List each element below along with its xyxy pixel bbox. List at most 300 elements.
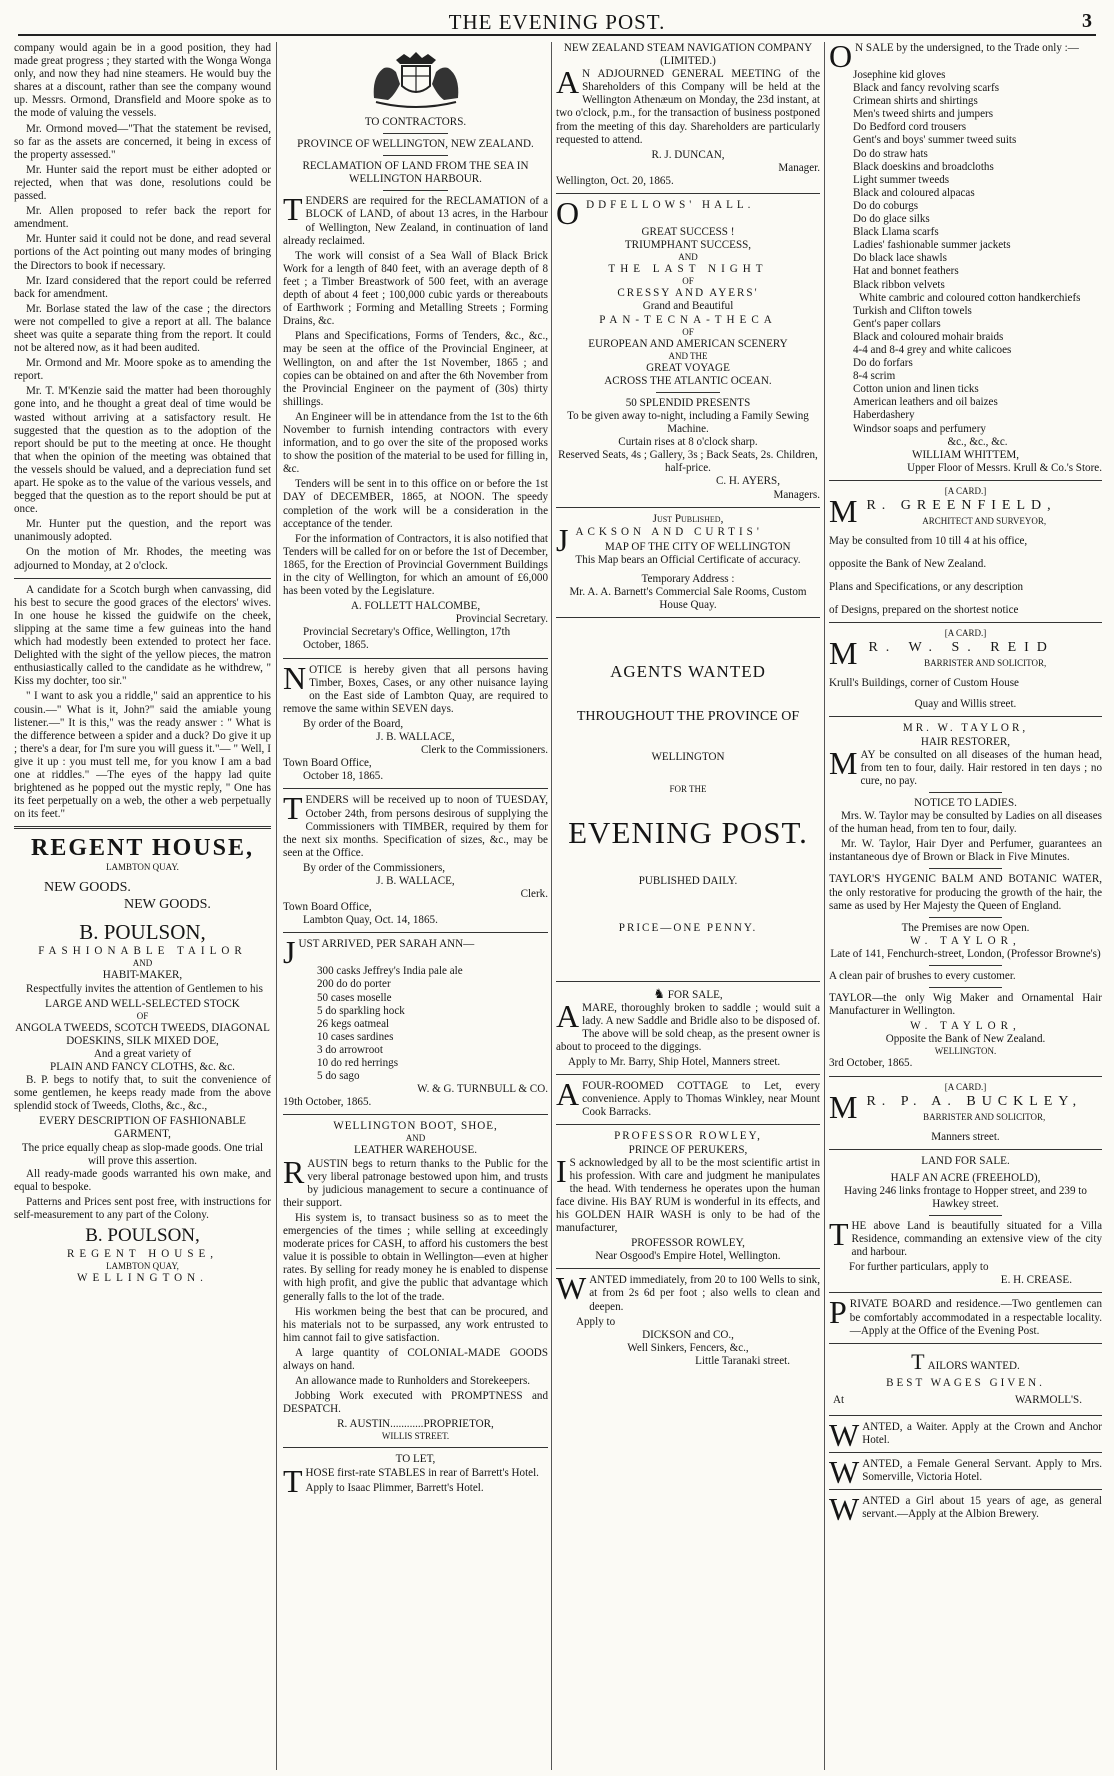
divider [283, 658, 548, 659]
mare-sale-ad [556, 987, 820, 1070]
ad-line: Curtain rises at 8 o'clock sharp. [618, 436, 758, 449]
ad-paragraph: Plans and Specifications, Forms of Tenders, &c., &c., may be seen at the office of the Provincial Engineer, at Wellington, on and after the 1st November, 1865 ; and copies can be obtained on and after the 6th November from the Provincial Engineer on the payment of (30s) thirty shillings. [283, 330, 548, 408]
ad-line: OF [682, 276, 694, 287]
ad-line: CRESSY AND AYERS' [617, 287, 759, 300]
drop-cap: W [829, 1491, 860, 1528]
ad-line: Upper Floor of Messrs. Krull & Co.'s Store. [907, 461, 1102, 474]
list-item: 50 cases moselle [317, 991, 392, 1004]
list-item: 200 do do porter [317, 978, 391, 991]
ad-line: This Map bears an Official Certificate of accuracy. [575, 553, 801, 566]
ad-line: Grand and Beautiful [642, 300, 734, 313]
ad-paragraph: Respectfully invites the attention of Gentlemen to his [26, 982, 263, 995]
ad-heading: AILORS WANTED. [927, 1359, 1020, 1372]
drop-cap: J [556, 521, 573, 558]
list-item: Do do coburgs [853, 199, 919, 212]
divider [556, 981, 820, 982]
report-paragraph: On the motion of Mr. Rhodes, the meeting was adjourned to Monday, at 2 o'clock. [14, 546, 271, 572]
ad-line: The price equally cheap as slop-made goods. One trial will prove this assertion. [21, 1141, 264, 1167]
land-sale-ad [829, 1155, 1102, 1288]
ad-heading: MR. W. TAYLOR, [902, 722, 1029, 735]
ad-paragraph: ANTED immediately, from 20 to 100 Wells to sink, at from 2s 6d per foot ; also wells to clean and deepen. [589, 1274, 820, 1313]
ad-line: Near Osgood's Empire Hotel, Wellington. [595, 1250, 781, 1263]
ad-paragraph: His workmen being the best that can be procured, and his materials not to be surpassed, any work entrusted to him cannot fail to give satisfaction. [283, 1305, 548, 1344]
ad-line: ANGOLA TWEEDS, SCOTCH TWEEDS, DIAGONAL DOESKINS, SILK MIXED DOE, [15, 1021, 270, 1047]
report-paragraph: Mr. T. M'Kenzie said the matter had been thoroughly gone into, and he thought a great deal of time would be wasted without arriving at a satisfactory result. He suggested that the question as to the adoption of the report should be put to the meeting at once. He thought that when the opinion of the meeting was obtained that the vessels should be valued, and a depreciation fund set apart. He spoke as to the value of the various vessels, and begged that the question as to the report should be put at once. [14, 385, 271, 516]
ad-line: Mr. A. A. Barnett's Commercial Sale Rooms, Custom House Quay. [569, 586, 807, 612]
ad-line: REGENT HOUSE, [66, 1248, 219, 1261]
divider [829, 1076, 1102, 1077]
ad-line: Wellington, Oct. 20, 1865. [556, 174, 674, 187]
ad-heading: LAND FOR SALE. [921, 1154, 1010, 1167]
list-item: 10 cases sardines [317, 1030, 394, 1043]
ad-line: Apply to [576, 1315, 616, 1328]
ad-line: MAP OF THE CITY OF WELLINGTON [604, 540, 791, 553]
ad-paragraph: ANTED a Girl about 15 years of age, as general servant.—Apply at the Albion Brewery. [862, 1495, 1102, 1521]
list-item: Crimean shirts and shirtings [853, 95, 978, 108]
steam-navigation-ad [556, 42, 820, 188]
ad-line: Plans and Specifications, or any description [829, 581, 1024, 594]
ad-line: BARRISTER AND SOLICITOR, [924, 658, 1047, 669]
ad-paragraph: OTICE is hereby given that all persons having Timber, Boxes, Cases, or any other nuisance laying on the East side of Lambton Quay, are required to remove the same within SEVEN days. [283, 663, 548, 715]
report-paragraph: Mr. Hunter said it could not be done, and read several portions of the Act pointing out many modes of bringing the Directors to book if necessary. [14, 233, 271, 272]
ad-paragraph: N SALE by the undersigned, to the Trade only :— [855, 42, 1079, 54]
ad-heading: R. GREENFIELD, [866, 497, 1057, 513]
column-2 [283, 42, 548, 1767]
drop-cap: T [283, 1462, 303, 1499]
divider [829, 1415, 1102, 1416]
list-item: Josephine kid gloves [853, 69, 946, 81]
ad-line: Provincial Secretary's Office, Wellington, 17th October, 1865. [303, 626, 511, 652]
ad-heading: UST ARRIVED, PER SARAH ANN— [298, 938, 475, 951]
ad-line: By order of the Board, [303, 717, 404, 730]
ad-paragraph: An Engineer will be in attendance from the 1st to the 6th November to furnish intending contractors with every information, and to go over the site of the proposed works to show the position of the material to be used for filling in, &c. [283, 410, 548, 476]
ad-paragraph: TAYLOR—the only Wig Maker and Ornamental Hair Manufacturer in Wellington. [829, 992, 1102, 1018]
tenders-ad [283, 790, 548, 927]
column-3 [556, 42, 820, 1767]
ad-line: May be consulted from 10 till 4 at his office, [829, 534, 1028, 547]
divider [556, 193, 820, 194]
tailors-wanted-ad [829, 1349, 1102, 1410]
horse-icon: ♞ [653, 985, 665, 1001]
ad-paragraph: TAYLOR'S HYGENIC BALM AND BOTANIC WATER, the only restorative for producing the growth of the hair, the same as used by Her Majesty the Queen of England. [829, 873, 1102, 912]
drop-cap: M [829, 744, 858, 781]
ad-line: TRIUMPHANT SUCCESS, [624, 239, 752, 252]
ad-line: of Designs, prepared on the shortest notice [829, 604, 1019, 617]
ad-paragraph: An allowance made to Runholders and Storekeepers. [295, 1375, 531, 1388]
ad-heading: WELLINGTON BOOT, SHOE, [333, 1120, 498, 1133]
ad-line: October 18, 1865. [303, 770, 384, 783]
ad-line: Quay and Willis street. [914, 698, 1017, 711]
report-paragraph: Mr. Borlase stated the law of the case ; the directors were not compelled to give a report at all. The balance sheet was quite a separate thing from the report. It could not be altered now, as it had been audited. [14, 302, 271, 355]
ad-line: LARGE AND WELL-SELECTED STOCK [45, 997, 240, 1010]
oddfellows-ad [556, 195, 820, 502]
list-item: 10 do red herrings [317, 1057, 399, 1069]
cottage-ad [556, 1076, 820, 1119]
ad-signature: R. J. DUNCAN, [651, 148, 725, 161]
ad-line: OF [136, 1010, 149, 1021]
ad-heading: R. P. A. BUCKLEY, [866, 1093, 1083, 1109]
ad-line: THE LAST NIGHT [608, 263, 768, 276]
ad-heading: NOTICE TO LADIES. [914, 796, 1017, 809]
list-item: 300 casks Jeffrey's India pale ale [317, 965, 463, 978]
ad-line: BARRISTER AND SOLICITOR, [923, 1111, 1046, 1122]
report-paragraph: Mr. Hunter put the question, and the report was unanimously adopted. [14, 518, 271, 544]
ad-paragraph: Apply to Mr. Barry, Ship Hotel, Manners street. [568, 1056, 781, 1069]
tolet-ad [283, 1453, 548, 1499]
drop-cap: M [829, 1088, 864, 1125]
ad-signature: PROFESSOR ROWLEY, [631, 1237, 745, 1250]
divider [14, 826, 271, 829]
ad-line: Manners street. [931, 1130, 1000, 1143]
list-item: Hat and bonnet feathers [853, 265, 959, 278]
list-item: Haberdashery [853, 409, 915, 422]
page-number: 3 [1082, 10, 1092, 32]
ad-line: PLAIN AND FANCY CLOTHS, &c. &c. [50, 1061, 235, 1073]
divider [929, 965, 1002, 966]
ad-line: Town Board Office, [283, 757, 372, 770]
ad-location: LAMBTON QUAY. [106, 862, 179, 873]
ad-line: LAMBTON QUAY, [106, 1261, 179, 1272]
divider [383, 133, 448, 134]
divider [829, 1452, 1102, 1453]
ad-signature: W. TAYLOR, [910, 934, 1021, 947]
card-label: [A CARD.] [944, 485, 987, 496]
ad-paragraph: MARE, thoroughly broken to saddle ; would suit a lady. A new Saddle and Bridle also to be disposed of. The above will be sold cheap, as the present owner is about to proceed to the diggings. [556, 1001, 820, 1053]
divider [929, 1215, 1002, 1216]
ad-line: LEATHER WAREHOUSE. [353, 1144, 478, 1157]
drop-cap: M [829, 492, 864, 529]
whittem-ad [829, 42, 1102, 475]
ad-line: NEW GOODS. [124, 897, 211, 913]
wells-ad [556, 1270, 820, 1368]
divider [929, 792, 1002, 793]
divider [929, 868, 1002, 869]
list-item: Do do forfars [853, 357, 913, 370]
ad-signature: DICKSON and CO., [642, 1328, 734, 1341]
list-item: 5 do sago [317, 1070, 360, 1083]
anecdote-paragraph: " I want to ask you a riddle," said an apprentice to his cousin.—" What is it, John?" said the amiable young listener.—" It is this," was the ready answer : " What is the difference between a spider and a duck? Do give it up ; there's a dear, for I'm sure you will guess it."— " Well, I give it up : you must tell me, for you know I am a bad one at riddles." —The eyes of the happy lad quite brightened as he popped out the mystic reply, " One has its feet perpetually on a web, the other a web perpetually on its feet." [14, 690, 271, 821]
ad-line: Reserved Seats, 4s ; Gallery, 3s ; Back Seats, 2s. Children, half-price. [558, 449, 818, 475]
ad-line: Lambton Quay, Oct. 14, 1865. [303, 914, 438, 927]
drop-cap: A [556, 997, 580, 1034]
ad-paragraph: A large quantity of COLONIAL-MADE GOODS always on hand. [283, 1346, 548, 1372]
list-item: Do do straw hats [853, 147, 928, 160]
list-item: Black ribbon velvets [853, 278, 945, 291]
masthead [18, 4, 1096, 36]
ad-paragraph: N ADJOURNED GENERAL MEETING of the Shareholders of this Company will be held at the Wellington Athenæum on Monday, the 23d instant, at two o'clock, p.m., for the transaction of business postponed from the meeting of this day. Shareholders are particularly requested to attend. [556, 68, 820, 146]
greenfield-card [829, 486, 1102, 617]
ad-title: EVENING POST. [568, 815, 808, 851]
drop-cap: A [556, 1076, 580, 1113]
ad-line: A clean pair of brushes to every customer. [829, 969, 1016, 982]
divider [556, 1268, 820, 1269]
ad-line: NEW GOODS. [44, 880, 131, 896]
ad-line: Just Published, [652, 512, 724, 525]
ad-line: ACROSS THE ATLANTIC OCEAN. [604, 374, 772, 387]
ad-paragraph: ANTED, a Female General Servant. Apply to Mrs. Somerville, Victoria Hotel. [862, 1458, 1102, 1484]
ad-line: The Premises are now Open. [901, 921, 1030, 934]
ad-line: WILLIS STREET. [381, 1431, 450, 1442]
reid-card [829, 628, 1102, 711]
drop-cap: O [829, 42, 853, 74]
ad-line: THROUGHOUT THE PROVINCE OF [576, 709, 800, 725]
drop-cap: N [283, 659, 307, 696]
ad-line: GREAT VOYAGE [646, 361, 730, 374]
divider [556, 1074, 820, 1075]
ad-line: 19th October, 1865. [283, 1096, 372, 1109]
drop-cap: T [283, 191, 303, 228]
boot-ad [283, 1120, 548, 1442]
ad-line: Little Taranaki street. [695, 1354, 790, 1367]
divider [383, 190, 448, 191]
ad-signature: J. B. WALLACE, [376, 731, 455, 744]
agents-wanted-ad [556, 661, 820, 935]
private-board-ad [829, 1294, 1102, 1337]
ad-heading: AGENTS WANTED [610, 662, 766, 682]
list-item: Black doeskins and broadcloths [853, 160, 994, 173]
report-paragraph: Mr. Allen proposed to refer back the report for amendment. [14, 205, 271, 231]
list-item: 26 kegs oatmeal [317, 1017, 390, 1030]
ad-line: RECLAMATION OF LAND FROM THE SEA IN WELLINGTON HARBOUR. [302, 160, 529, 186]
divider [14, 578, 271, 579]
ad-line: Provincial Secretary. [455, 613, 548, 626]
rowley-ad [556, 1130, 820, 1263]
list-item: Black and coloured alpacas [853, 186, 975, 199]
drop-cap: A [556, 64, 580, 101]
ad-signature: W. TAYLOR, [910, 1020, 1021, 1033]
ad-paragraph: Mrs. W. Taylor may be consulted by Ladies on all diseases of the human head, from ten to four, daily. [829, 810, 1102, 836]
list-item: Do Bedford cord trousers [853, 121, 967, 134]
drop-cap: M [829, 635, 866, 672]
list-item: Black Llama scarfs [853, 226, 939, 239]
ad-line: PUBLISHED DAILY. [638, 875, 738, 888]
list-item: Gent's and boys' summer tweed suits [853, 134, 1017, 147]
list-item: Men's tweed shirts and jumpers [853, 108, 994, 121]
ad-heading: ACKSON AND CURTIS' [575, 525, 763, 538]
ad-paragraph: RIVATE BOARD and residence.—Two gentlemen can be comfortably accommodated in a respectable locality.—Apply at the Office of the Evening Post. [849, 1298, 1102, 1337]
list-item: &c., &c., &c. [947, 435, 1008, 448]
regent-house-ad [14, 834, 271, 1285]
divider [829, 1343, 1102, 1344]
divider [829, 1489, 1102, 1490]
ad-signature: E. H. CREASE. [1000, 1274, 1072, 1287]
report-paragraph: Mr. Hunter said the report must be either adopted or rejected, when that was done, resolutions could be passed. [14, 163, 271, 203]
ad-line: Having 246 links frontage to Hopper street, and 239 to Hawkey street. [844, 1184, 1087, 1210]
ad-line: HALF AN ACRE (FREEHOLD), [890, 1171, 1041, 1184]
list-item: 3 do arrowroot [317, 1043, 383, 1056]
drop-cap: J [283, 934, 296, 971]
divider [283, 1447, 548, 1448]
report-paragraph: Mr. Ormond moved—"That the statement be revised, so far as the assets are concerned, it being in excess of the property assessed." [14, 122, 271, 161]
divider [829, 622, 1102, 623]
ad-line: WELLINGTON. [934, 1046, 997, 1057]
contractors-ad [283, 46, 548, 653]
column-rule [276, 42, 277, 1770]
ad-line: AND THE [668, 350, 708, 361]
ad-paragraph: ENDERS are required for the RECLAMATION of a BLOCK of LAND, of about 13 acres, in the Harbour of Wellington, New Zealand, in continuation of land already reclaimed. [283, 195, 548, 247]
ad-line: EVERY DESCRIPTION OF FASHIONABLE GARMENT, [39, 1115, 246, 1141]
drop-cap: P [829, 1294, 847, 1331]
ad-paragraph: FOUR-ROOMED COTTAGE to Let, every convenience. Apply to Thomas Winkley, near Mount Cook Barracks. [582, 1080, 820, 1119]
list-item: Do black lace shawls [853, 252, 947, 265]
report-paragraph: Mr. Ormond and Mr. Moore spoke as to amending the report. [14, 357, 271, 383]
ad-paragraph: Jobbing Work executed with PROMPTNESS and DESPATCH. [283, 1390, 548, 1416]
divider [556, 507, 820, 508]
ad-line: Late of 141, Fenchurch-street, London, (Professor Browne's) [830, 947, 1101, 960]
newspaper-title: THE EVENING POST. [448, 10, 666, 34]
ad-paragraph: ANTED, a Waiter. Apply at the Crown and Anchor Hotel. [862, 1420, 1102, 1446]
ad-paragraph: AUSTIN begs to return thanks to the Public for the very liberal patronage bestowed upon him, and trusts by judicious management to secure a continuance of their support. [283, 1157, 548, 1209]
divider [829, 716, 1102, 717]
ad-paragraph: Tenders will be sent in to this office on or before the 1st DAY of DECEMBER, 1865, at NOON. The speedy completion of the work will be a consideration in the acceptance of the tender. [283, 478, 548, 530]
ad-line: Manager. [778, 161, 820, 174]
ad-line: Apply to Isaac Plimmer, Barrett's Hotel. [305, 1481, 484, 1494]
ad-signature: A. FOLLETT HALCOMBE, [350, 600, 481, 613]
card-label: [A CARD.] [944, 628, 987, 639]
ad-heading: NEW ZEALAND STEAM NAVIGATION COMPANY (LIMITED.) [563, 42, 813, 68]
ad-signature: J. B. WALLACE, [376, 874, 455, 887]
ad-signature: B. POULSON, [85, 1225, 200, 1247]
ad-paragraph: His system is, to transact business so as to meet the emergencies of the times ; while selling at exceedingly moderate prices for CASH, to afford his customers the best value it is possible to obtain in Wellington—even at higher rates. By selling for ready money he is enabled to dispense with high profit, and give the public that advantage which generally falls to the lot of the trade. [283, 1211, 548, 1303]
list-item: Black and fancy revolving scarfs [853, 82, 1000, 95]
ad-line: 3rd October, 1865. [829, 1057, 913, 1070]
notice-ad [283, 659, 548, 784]
girl-wanted-ad [829, 1491, 1102, 1528]
ad-paragraph: All ready-made goods warranted his own make, and equal to bespoke. [14, 1167, 271, 1193]
list-item: Gent's paper collars [853, 317, 941, 330]
ad-line: By order of the Commissioners, [303, 861, 446, 874]
ad-heading: REGENT HOUSE, [31, 835, 254, 862]
list-item: Ladies' fashionable summer jackets [853, 239, 1011, 252]
list-item: Windsor soaps and perfumery [853, 422, 986, 435]
drop-cap: T [283, 790, 303, 827]
ad-paragraph: Patterns and Prices sent post free, with instructions for self-measurement to any part of the Colony. [14, 1195, 271, 1222]
anecdote-paragraph: A candidate for a Scotch burgh when canvassing, did his best to secure the good graces of the electors' wives. In one house he kissed the guidwife on the cheek, slipping at the same time a few guineas into the hand which had modestly been extended to protect her face. Delighted with the sight of the yellow pieces, the matron enthusiastically called to the candidate as he withdrew, " Kiss my dochter, too sir." [14, 583, 271, 688]
ad-heading: PROFESSOR ROWLEY, [614, 1130, 762, 1143]
ad-signature: R. AUSTIN............PROPRIETOR, [337, 1418, 494, 1431]
servant-wanted-ad [829, 1454, 1102, 1491]
ad-line: opposite the Bank of New Zealand. [829, 558, 987, 570]
ad-line: WELLINGTON [651, 751, 725, 764]
ad-line: HAIR RESTORER, [920, 735, 1011, 748]
royal-arms-icon [366, 46, 466, 110]
drop-cap: I [556, 1152, 567, 1189]
ad-line: WELLINGTON. [77, 1272, 208, 1285]
column-rule [824, 42, 825, 1770]
divider [383, 155, 448, 156]
divider [556, 617, 820, 618]
report-paragraph: company would again be in a good position, they had made great progress ; they started with the Wonga Wonga only, and now they had nine steamers. He would buy the shares at a discount, rather than see the company wound up. Messrs. Ormond, Dransfield and Moore spoke as to the mode of valuing the vessels. [14, 42, 271, 120]
divider [283, 1114, 548, 1115]
ad-line: And a great variety of [93, 1047, 192, 1060]
column-4 [829, 42, 1102, 1767]
ad-line: WARMOLL'S. [1014, 1393, 1082, 1406]
ad-line: EUROPEAN AND AMERICAN SCENERY [588, 337, 788, 350]
ad-line: OF [682, 326, 694, 337]
ad-heading: DDFELLOWS' HALL. [586, 199, 755, 212]
list-item: 5 do sparkling hock [317, 1004, 405, 1017]
ad-line: PAN-TECNA-THECA [599, 313, 777, 326]
ad-line: For further particulars, apply to [849, 1261, 989, 1274]
ad-paragraph: S acknowledged by all to be the most scientific artist in his profession. With care and judgment he manipulates the head. With tenderness he operates upon the human face divine. His BAY RUM is wonderful in its effects, and his GOLDEN HAIR WASH is only to be had of the manufacturer, [556, 1156, 820, 1235]
arrived-ad [283, 934, 548, 1109]
ad-line: PRINCE OF PERUKERS, [628, 1143, 748, 1156]
ad-line: Clerk. [520, 888, 548, 901]
ad-line: AND [132, 958, 153, 969]
taylor-ad [829, 722, 1102, 1070]
ad-line: Town Board Office, [283, 901, 372, 914]
list-item: White cambric and coloured cotton handkerchiefs [859, 291, 1081, 304]
ad-line: PRICE—ONE PENNY. [618, 922, 758, 935]
ad-line: HABIT-MAKER, [102, 969, 183, 982]
ad-name: B. POULSON, [79, 920, 206, 945]
divider [929, 987, 1002, 988]
drop-cap: T [829, 1216, 849, 1252]
ad-heading: TO CONTRACTORS. [364, 116, 467, 128]
ad-line: GREAT SUCCESS ! [641, 226, 735, 239]
ad-line: Krull's Buildings, corner of Custom House [829, 677, 1019, 690]
ad-line: AND [405, 1133, 426, 1144]
ad-line: Opposite the Bank of New Zealand. [885, 1033, 1046, 1046]
ad-signature: C. H. AYERS, [715, 475, 780, 488]
ad-line: Well Sinkers, Fencers, &c., [627, 1341, 749, 1354]
ad-paragraph: HOSE first-rate STABLES in rear of Barrett's Hotel. [305, 1466, 539, 1479]
ad-paragraph: For the information of Contractors, it is also notified that Tenders will be called for on or before the 1st of December, 1865, for the Erection of Provincial Government Buildings in the city of Wellington, for which an amount of £6,000 has been voted by the Legislature. [283, 532, 548, 598]
column-1 [14, 42, 271, 1767]
drop-cap: T [911, 1348, 925, 1374]
list-item: Turkish and Clifton towels [853, 304, 972, 317]
ad-paragraph: Mr. W. Taylor, Hair Dyer and Perfumer, guarantees an instantaneous dye of Brown or Black in Five Minutes. [829, 838, 1102, 864]
list-item: Cotton union and linen ticks [853, 383, 979, 396]
divider [929, 917, 1002, 918]
drop-cap: W [556, 1270, 587, 1307]
divider [283, 932, 548, 933]
list-item: 8-4 scrim [853, 370, 896, 383]
ad-line: Clerk to the Commissioners. [421, 744, 548, 757]
ad-paragraph: HE above Land is beautifully situated for a Villa Residence, commanding an extensive view of the city and harbour. [851, 1220, 1102, 1259]
list-item: 4-4 and 8-4 grey and white calicoes [853, 343, 1012, 356]
ad-line: BEST WAGES GIVEN. [886, 1376, 1045, 1389]
ad-line: ARCHITECT AND SURVEYOR, [922, 515, 1047, 526]
drop-cap: W [829, 1416, 860, 1453]
drop-cap: O [556, 195, 584, 232]
ad-line: Temporary Address : [641, 573, 735, 585]
list-item: Do do glace silks [853, 213, 930, 226]
drop-cap: R [283, 1153, 305, 1190]
ad-heading [556, 987, 820, 1002]
ad-signature: WILLIAM WHITTEM, [911, 448, 1019, 461]
list-item: American leathers and oil baizes [853, 396, 998, 409]
ad-line: At [833, 1393, 845, 1406]
ad-line: FOR THE [669, 784, 707, 795]
ad-line: FASHIONABLE TAILOR [38, 945, 247, 958]
ad-heading: R. W. S. REID [868, 640, 1055, 656]
ad-heading-text: FOR SALE, [667, 988, 723, 1001]
divider [556, 1124, 820, 1125]
ad-paragraph: AY be consulted on all diseases of the human head, from ten to four, daily. Hair restored in ten days ; no cure, no pay. [860, 748, 1102, 787]
map-ad [556, 513, 820, 613]
ad-paragraph: ENDERS will be received up to noon of TUESDAY, October 24th, from persons desirous of supplying the Commissioners with TIMBER, required by them for the next six months. Specification of sizes, &c., may be seen at the Office. [283, 794, 548, 859]
divider [829, 1292, 1102, 1293]
report-paragraph: Mr. Izard considered that the report could be referred back for amendment. [14, 274, 271, 300]
column-rule [551, 42, 552, 1770]
ad-line: 50 SPLENDID PRESENTS [625, 396, 751, 409]
card-label: [A CARD.] [944, 1081, 987, 1092]
ad-line: AND [678, 252, 698, 263]
list-item: Black and coloured mohair braids [853, 330, 1004, 343]
ad-line: PROVINCE OF WELLINGTON, NEW ZEALAND. [297, 138, 534, 151]
waiter-wanted-ad [829, 1416, 1102, 1453]
